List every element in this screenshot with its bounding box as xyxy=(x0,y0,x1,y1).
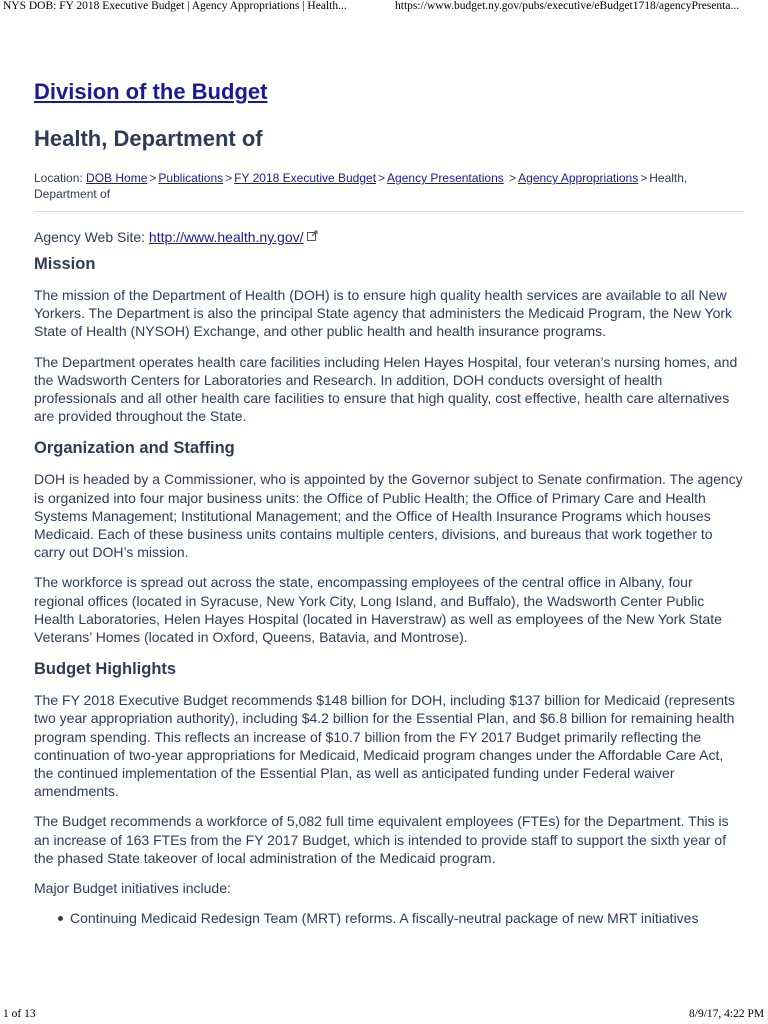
initiative-text: Continuing Medicaid Redesign Team (MRT) reforms. A fiscally-neutral package of new MRT initiatives xyxy=(70,910,699,927)
agency-web-site-link[interactable]: http://www.health.ny.gov/ xyxy=(148,229,304,245)
initiatives-list xyxy=(34,909,744,927)
external-link-icon xyxy=(307,226,318,237)
breadcrumb-current: Health, Department of xyxy=(34,171,688,201)
list-item xyxy=(70,909,744,927)
budget-heading: Budget Highlights xyxy=(34,660,177,679)
main-content xyxy=(34,78,744,927)
mission-heading: Mission xyxy=(34,255,96,273)
breadcrumb-separator: > xyxy=(505,171,517,185)
organization-heading: Organization and Staffing xyxy=(34,439,235,458)
agency-web-site xyxy=(34,226,744,247)
bullet-icon xyxy=(58,916,63,921)
breadcrumb-link-dob-home[interactable]: DOB Home xyxy=(86,171,148,185)
breadcrumb-link-publications[interactable]: Publications xyxy=(158,171,224,185)
print-footer-page: 1 of 13 xyxy=(3,1008,36,1020)
budget-paragraph-1: The FY 2018 Executive Budget recommends $148 billion for DOH, including $137 billion for Medicaid (represents two year appropriation authority), including $4.2 billion for the Essential Plan, and $6.8 billion for remaining health program spending. This reflects an increase of $10.7 billion from the FY 2017 Budget primarily reflecting the continuation of two-year appropriations for Medicaid, Medicaid program changes under the Affordable Care Act, the continued implementation of the Essential Plan, as well as anticipated funding under Federal waiver amendments. xyxy=(34,692,735,800)
mission-paragraph-2: The Department operates health care facilities including Helen Hayes Hospital, four veteran’s nursing homes, and the Wadsworth Centers for Laboratories and Research. In addition, DOH conducts oversight of health professionals and all other health care facilities to ensure that high quality, cost effective, health care alternatives are provided throughout the State. xyxy=(34,353,738,425)
mission-paragraph-1: The mission of the Department of Health (DOH) is to ensure high quality health services are available to all New Yorkers. The Department is also the principal State agency that administers the Medicaid Program, the New York State of Health (NYSOH) Exchange, and other public health and health insurance programs. xyxy=(34,287,733,340)
organization-paragraph-1: DOH is headed by a Commissioner, who is appointed by the Governor subject to Senate confirmation. The agency is organized into four major business units: the Office of Public Health; the Office of Primary Care and Health Systems Management; Institutional Management; and the Office of Health Insurance Programs which houses Medicaid. Each of these business units contains multiple centers, divisions, and bureaus that work together to carry out DOH’s mission. xyxy=(34,471,743,561)
breadcrumb-separator: > xyxy=(149,171,157,185)
page-title: Health, Department of xyxy=(34,126,263,151)
organization-paragraph-2: The workforce is spread out across the state, encompassing employees of the central office in Albany, four regional offices (located in Syracuse, New York City, Long Island, and Buffalo), the Wadsworth Center Public Health Laboratories, Helen Hayes Hospital (located in Haverstraw) as well as employees of the New York State Veterans’ Homes (located in Oxford, Queens, Batavia, and Montrose). xyxy=(34,574,722,646)
print-header-url: https://www.budget.ny.gov/pubs/executive/eBudget1718/agencyPresenta... xyxy=(395,0,740,12)
breadcrumb xyxy=(34,170,744,212)
print-header-title: NYS DOB: FY 2018 Executive Budget | Agency Appropriations | Health... xyxy=(3,0,347,12)
breadcrumb-separator: > xyxy=(640,171,648,185)
breadcrumb-prefix: Location: xyxy=(34,171,83,185)
budget-paragraph-3: Major Budget initiatives include: xyxy=(34,880,231,897)
print-header xyxy=(0,0,768,18)
agency-web-site-label: Agency Web Site: xyxy=(34,229,146,245)
breadcrumb-separator: > xyxy=(378,171,386,185)
breadcrumb-separator: > xyxy=(225,171,233,185)
print-footer-date: 8/9/17, 4:22 PM xyxy=(689,1008,765,1020)
budget-paragraph-2: The Budget recommends a workforce of 5,082 full time equivalent employees (FTEs) for the Department. This is an increase of 163 FTEs from the FY 2017 Budget, which is intended to provide staff to support the sixth year of the phased State takeover of local administration of the Medicaid program. xyxy=(34,813,729,866)
site-title-link[interactable]: Division of the Budget xyxy=(34,79,268,104)
breadcrumb-link-agency-presentations[interactable]: Agency Presentations xyxy=(387,171,504,185)
breadcrumb-link-executive-budget[interactable]: FY 2018 Executive Budget xyxy=(234,171,377,185)
print-footer xyxy=(0,1008,768,1024)
breadcrumb-link-agency-appropriations[interactable]: Agency Appropriations xyxy=(518,171,639,185)
